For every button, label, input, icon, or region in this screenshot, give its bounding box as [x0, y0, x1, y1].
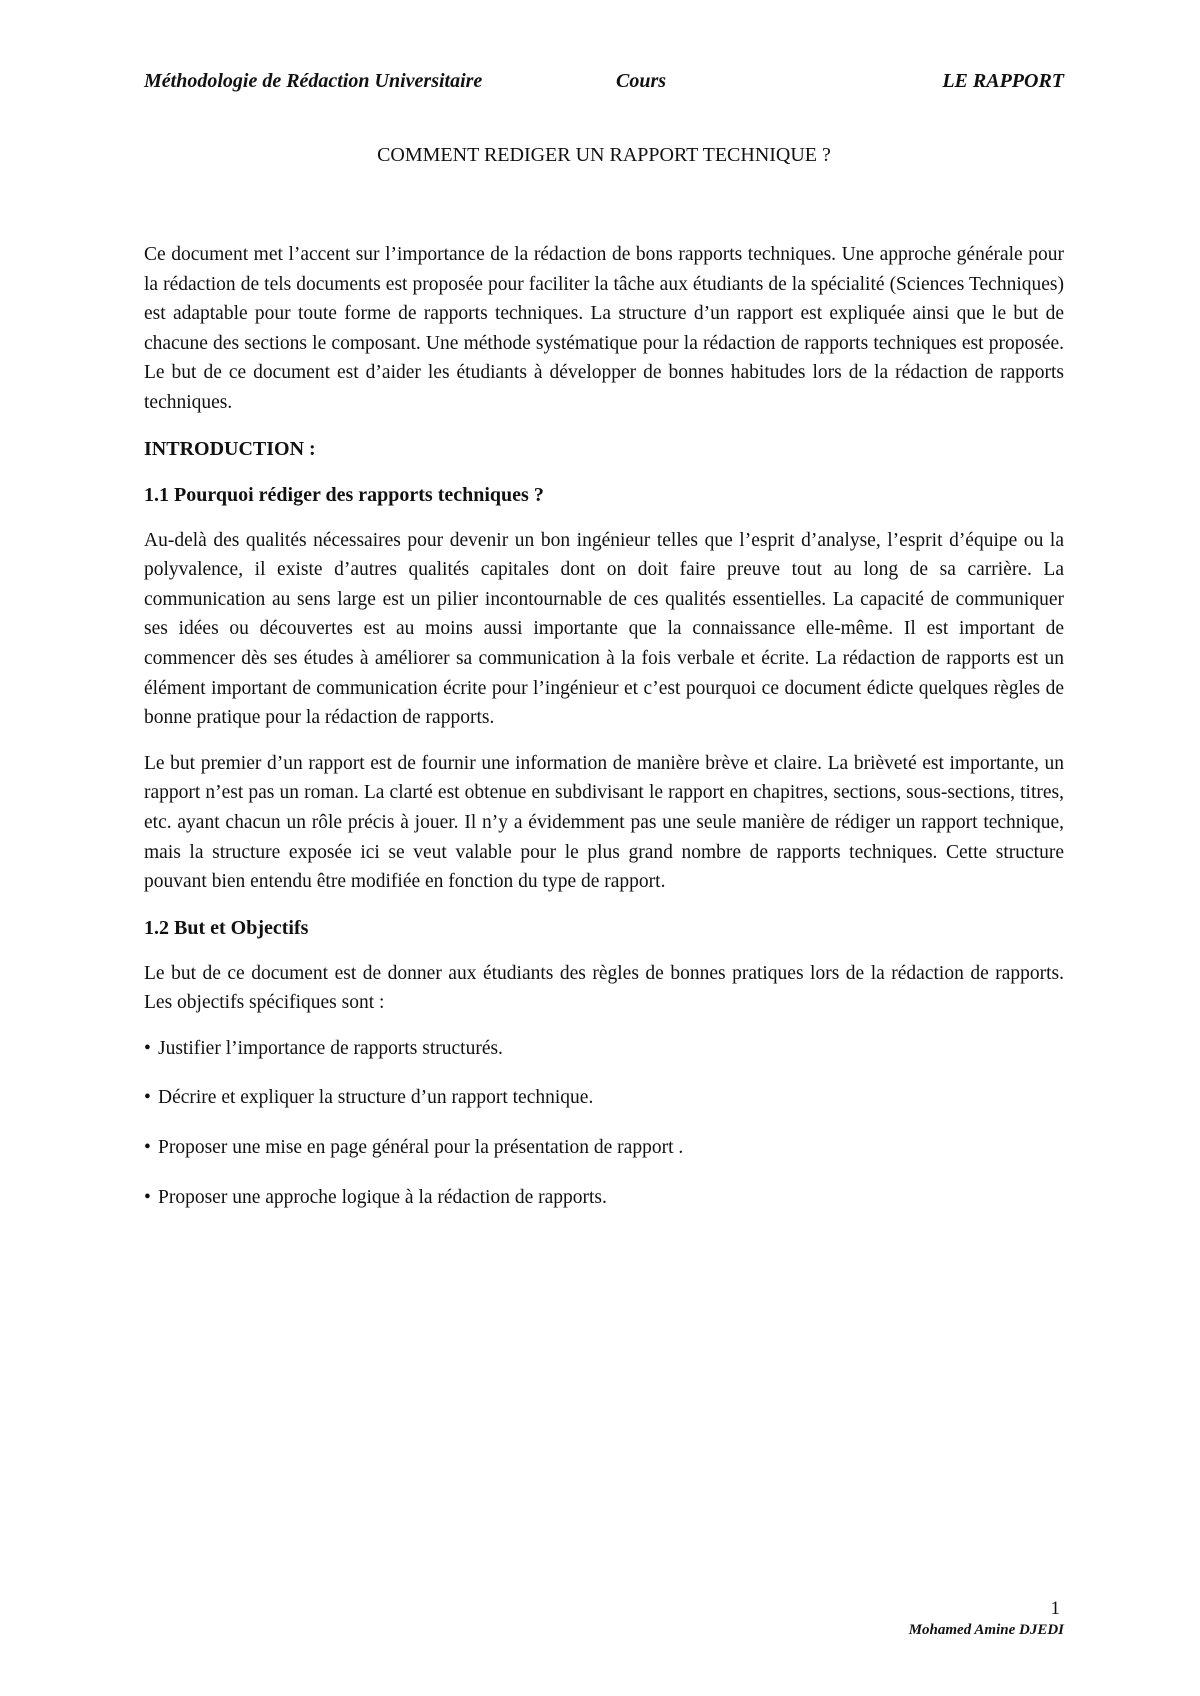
list-item-text: Proposer une mise en page général pour la présentation de rapport .: [158, 1137, 684, 1159]
header-course-title: Méthodologie de Rédaction Universitaire: [144, 70, 483, 92]
page-number: 1: [1050, 1598, 1060, 1619]
list-item: [144, 1083, 1064, 1113]
bullet-icon: •: [144, 1186, 151, 1208]
section-1-2-heading: 1.2 But et Objectifs: [144, 916, 309, 939]
section-1-1-heading: 1.1 Pourquoi rédiger des rapports techniques ?: [144, 483, 544, 506]
list-item-text: Justifier l’importance de rapports structurés.: [158, 1037, 503, 1059]
header-course-type: Cours: [616, 70, 667, 92]
document-body: [144, 240, 1064, 1232]
section-1-1-paragraph-1: Au-delà des qualités nécessaires pour devenir un bon ingénieur telles que l’esprit d’analyse, l’esprit d’équipe ou la polyvalence, il existe d’autres qualités capitales dont on doit faire preuve tout au long de sa carrière. La communication au sens large est un pilier incontournable de ces qualités essentielles. La capacité de communiquer ses idées ou découvertes est au moins aussi importante que la connaissance elle-même. Il est important de commencer dès ses études à améliorer sa communication à la fois verbale et écrite. La rédaction de rapports est un élément important de communication écrite pour l’ingénieur et c’est pourquoi ce document édicte quelques règles de bonne pratique pour la rédaction de rapports.: [144, 529, 1064, 729]
objectives-list: [144, 1034, 1064, 1212]
section-1-1-paragraph-2: Le but premier d’un rapport est de fournir une information de manière brève et claire. La brièveté est importante, un rapport n’est pas un roman. La clarté est obtenue en subdivisant le rapport en chapitres, sections, sous-sections, titres, etc. ayant chacun un rôle précis à jouer. Il n’y a évidemment pas une seule manière de rédiger un rapport technique, mais la structure exposée ici se veut valable pour le plus grand nombre de rapports techniques. Cette structure pouvant bien entendu être modifiée en fonction du type de rapport.: [144, 752, 1064, 893]
document-page: [144, 0, 1064, 1696]
bullet-icon: •: [144, 1037, 151, 1059]
list-item: [144, 1034, 1064, 1064]
introduction-heading: INTRODUCTION :: [144, 437, 316, 460]
section-1-2-paragraph: Le but de ce document est de donner aux étudiants des règles de bonnes pratiques lors de la rédaction de rapports. Les objectifs spécifiques sont :: [144, 962, 1064, 1014]
list-item-text: Décrire et expliquer la structure d’un rapport technique.: [158, 1087, 594, 1109]
footer-author: Mohamed Amine DJEDI: [908, 1622, 1064, 1638]
list-item-text: Proposer une approche logique à la rédaction de rapports.: [158, 1186, 607, 1208]
list-item: [144, 1183, 1064, 1213]
list-item: [144, 1133, 1064, 1163]
bullet-icon: •: [144, 1087, 151, 1109]
document-title: COMMENT REDIGER UN RAPPORT TECHNIQUE ?: [377, 144, 831, 166]
bullet-icon: •: [144, 1137, 151, 1159]
running-header: [144, 70, 1064, 100]
abstract-paragraph: Ce document met l’accent sur l’importance de la rédaction de bons rapports techniques. Une approche générale pour la rédaction de tels documents est proposée pour faciliter la tâche aux étudiants de la spécialité (Sciences Techniques) est adaptable pour toute forme de rapports techniques. La structure d’un rapport est expliquée ainsi que le but de chacune des sections le composant. Une méthode systématique pour la rédaction de rapports techniques est proposée. Le but de ce document est d’aider les étudiants à développer de bonnes habitudes lors de la rédaction de rapports techniques.: [144, 244, 1064, 413]
header-document-type: LE RAPPORT: [942, 70, 1064, 92]
